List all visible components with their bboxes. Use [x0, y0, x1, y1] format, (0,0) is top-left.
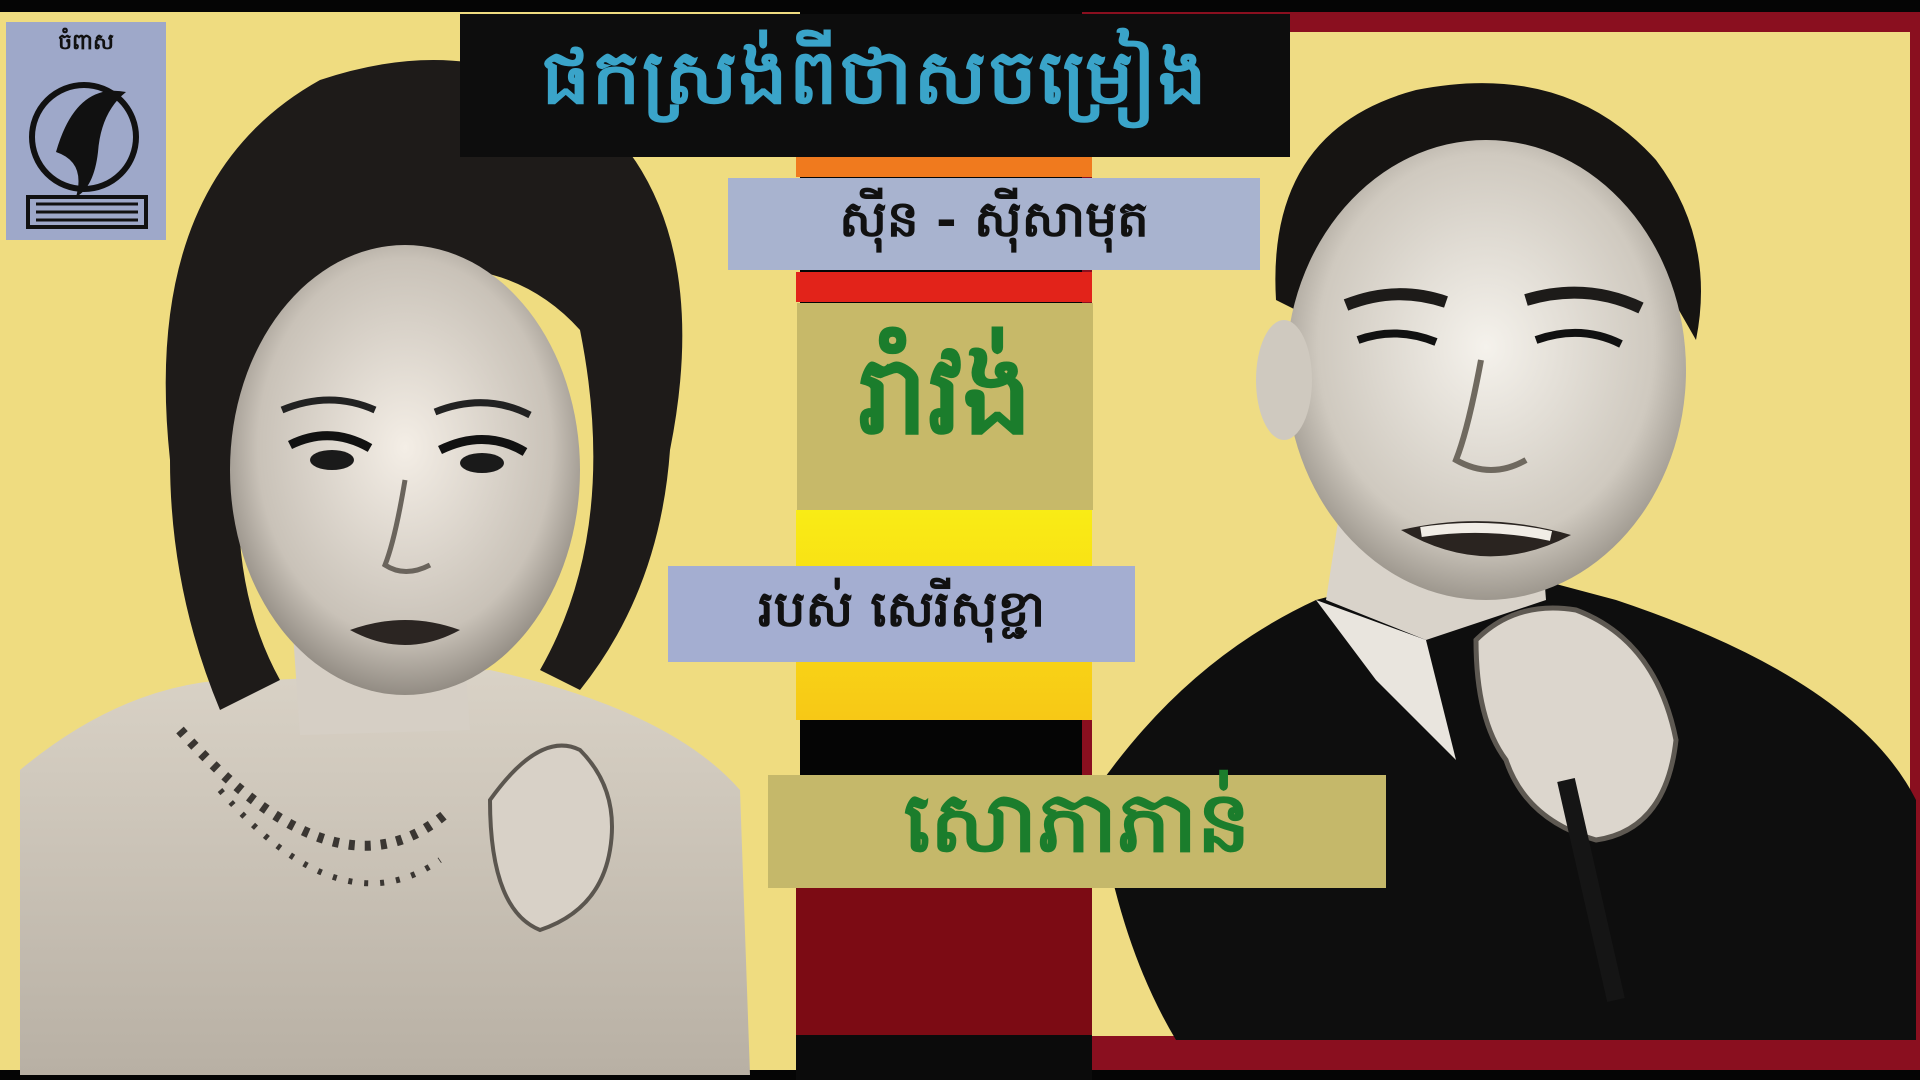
black-strip	[796, 1035, 1092, 1080]
red-band	[796, 272, 1092, 302]
singer-names: ស៊ីន - ស៊ីសាមុត	[839, 188, 1149, 248]
composer-label: របស់ សេរីសុខ្ជា	[757, 578, 1046, 638]
title-banner	[460, 14, 1290, 157]
logo-text: ចំពាស	[58, 30, 114, 55]
title-text: ផកស្រង់ពីថាសចម្រៀង	[541, 32, 1209, 121]
composer-plate	[668, 566, 1135, 662]
record-label-name: សោភាភាន់	[903, 772, 1251, 871]
song-title: រាំវង់	[857, 330, 1033, 459]
bird-emblem-icon	[6, 22, 166, 240]
record-label-box	[768, 772, 1386, 888]
song-title-box	[797, 303, 1093, 510]
singer-names-plate	[728, 178, 1260, 270]
record-label-logo	[6, 22, 166, 240]
orange-band	[796, 155, 1092, 177]
